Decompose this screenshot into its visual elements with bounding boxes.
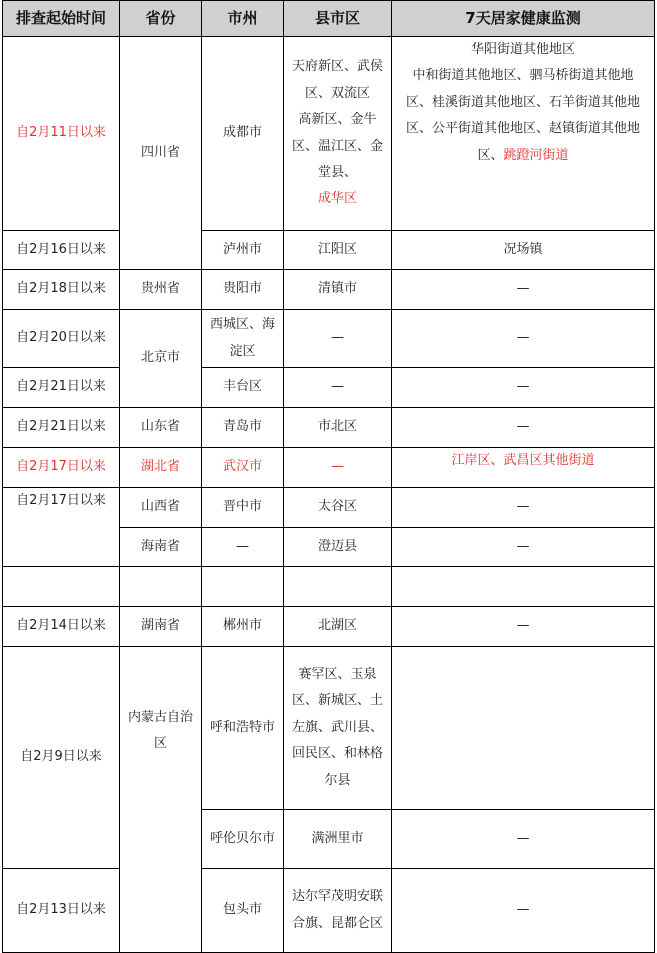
table-row — [3, 408, 655, 448]
monitor-cell: — — [392, 368, 655, 408]
city-cell: 贵阳市 — [202, 270, 284, 310]
empty-cell — [202, 567, 284, 607]
monitor-cell: — — [392, 310, 655, 368]
table-row — [3, 310, 655, 368]
start-date-cell: 自2月18日以来 — [3, 270, 120, 310]
monitor-cell: 况场镇 — [392, 231, 655, 270]
province-cell: 湖南省 — [120, 607, 202, 647]
county-cell: 满洲里市 — [284, 810, 392, 869]
monitor-cell: — — [392, 869, 655, 953]
city-cell: 郴州市 — [202, 607, 284, 647]
table-row — [3, 231, 655, 270]
county-cell: — — [284, 310, 392, 368]
county-cell: 澄迈县 — [284, 528, 392, 567]
county-cell: 清镇市 — [284, 270, 392, 310]
province-cell: 内蒙古自治区 — [120, 647, 202, 953]
monitoring-table — [2, 0, 655, 953]
header-monitor: 7天居家健康监测 — [392, 1, 655, 37]
county-cell: — — [284, 368, 392, 408]
county-text: 天府新区、武侯区、双流区 — [292, 59, 384, 101]
county-cell: 达尔罕茂明安联合旗、昆都仑区 — [284, 869, 392, 953]
city-cell: 成都市 — [202, 37, 284, 231]
start-date-cell: 自2月13日以来 — [3, 869, 120, 953]
start-date-cell: 自2月11日以来 — [3, 37, 120, 231]
province-cell: 北京市 — [120, 310, 202, 408]
city-cell: 西城区、海淀区 — [202, 310, 284, 368]
table-row — [3, 647, 655, 810]
county-cell: 太谷区 — [284, 488, 392, 528]
empty-cell — [3, 567, 120, 607]
header-start: 排查起始时间 — [3, 1, 120, 37]
monitor-cell: — — [392, 408, 655, 448]
start-date-cell: 自2月21日以来 — [3, 368, 120, 408]
city-cell: 包头市 — [202, 869, 284, 953]
monitor-cell: — — [392, 270, 655, 310]
start-date-cell: 自2月16日以来 — [3, 231, 120, 270]
monitor-cell: — — [392, 528, 655, 567]
monitor-cell — [392, 37, 655, 231]
empty-cell — [120, 567, 202, 607]
monitor-cell: — — [392, 488, 655, 528]
monitor-text-part: 中和街道其他地区、驷马桥街道其他地区、桂溪街道其他地区、石羊街道其他地区、公平街道其他地区、赵镇街道其他地区、 — [405, 68, 640, 163]
city-cell: 青岛市 — [202, 408, 284, 448]
city-cell: 丰台区 — [202, 368, 284, 408]
county-cell — [284, 37, 392, 231]
table-row — [3, 270, 655, 310]
province-cell: 山东省 — [120, 408, 202, 448]
monitor-cell: 江岸区、武昌区其他街道 — [392, 448, 655, 488]
start-date-cell: 自2月17日以来 — [3, 448, 120, 488]
table-row — [3, 488, 655, 528]
monitor-text — [400, 63, 646, 169]
header-row — [3, 1, 655, 37]
start-date-cell: 自2月14日以来 — [3, 607, 120, 647]
city-cell: 武汉市 — [202, 448, 284, 488]
county-cell: 北湖区 — [284, 607, 392, 647]
city-cell: 晋中市 — [202, 488, 284, 528]
empty-cell — [392, 567, 655, 607]
province-cell: 海南省 — [120, 528, 202, 567]
province-cell: 山西省 — [120, 488, 202, 528]
start-date-cell: 自2月17日以来 — [3, 488, 120, 567]
city-cell: 泸州市 — [202, 231, 284, 270]
table-row — [3, 607, 655, 647]
header-city: 市州 — [202, 1, 284, 37]
county-cell: — — [284, 448, 392, 488]
start-date-cell: 自2月9日以来 — [3, 647, 120, 869]
monitor-cell: — — [392, 607, 655, 647]
city-cell: 呼伦贝尔市 — [202, 810, 284, 869]
start-date-cell: 自2月21日以来 — [3, 408, 120, 448]
table-row — [3, 37, 655, 231]
county-text-highlight: 成华区 — [317, 191, 357, 207]
table-row — [3, 869, 655, 953]
county-cell: 市北区 — [284, 408, 392, 448]
start-date-cell: 自2月20日以来 — [3, 310, 120, 368]
province-cell: 贵州省 — [120, 270, 202, 310]
province-cell: 四川省 — [120, 37, 202, 270]
county-text: 高新区、金牛区、温江区、金堂县、 — [292, 112, 384, 180]
city-cell: 呼和浩特市 — [202, 647, 284, 810]
empty-row — [3, 567, 655, 607]
monitor-cell: — — [392, 810, 655, 869]
province-cell: 湖北省 — [120, 448, 202, 488]
monitor-text: 华阳街道其他地区 — [470, 42, 575, 57]
county-cell: 江阳区 — [284, 231, 392, 270]
header-county: 县市区 — [284, 1, 392, 37]
table-row — [3, 368, 655, 408]
monitor-cell — [392, 647, 655, 810]
empty-cell — [284, 567, 392, 607]
monitor-text-highlight: 跳蹬河街道 — [503, 147, 569, 163]
city-cell: — — [202, 528, 284, 567]
county-cell: 赛罕区、玉泉区、新城区、土左旗、武川县、回民区、和林格尔县 — [284, 647, 392, 810]
header-province: 省份 — [120, 1, 202, 37]
table-row — [3, 448, 655, 488]
